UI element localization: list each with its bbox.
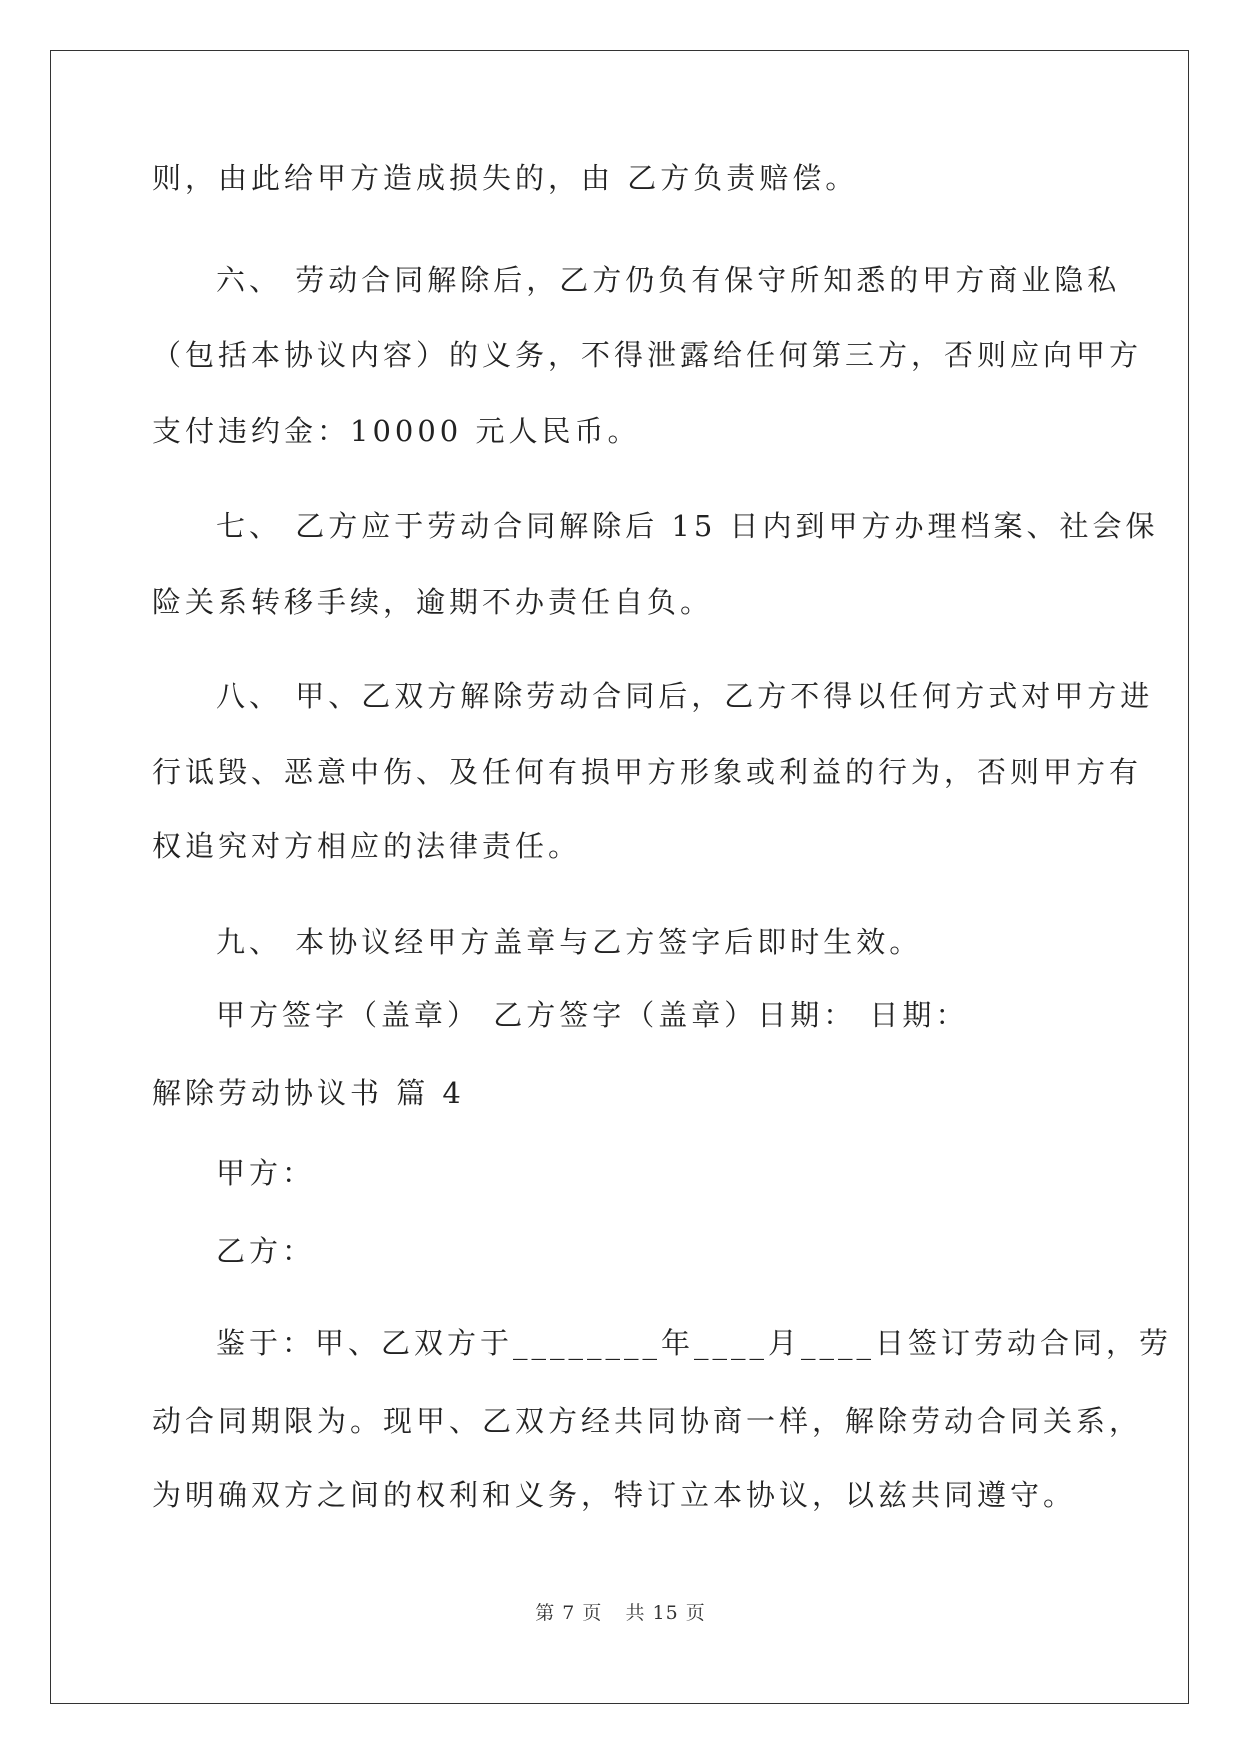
recital-line: 鉴于：甲、乙双方于________年____月____日签订劳动合同，劳 [216,1326,1173,1360]
clause-nine-line: 九、 本协议经甲方盖章与乙方签字后即时生效。 [216,925,923,959]
clause-six-line: 六、 劳动合同解除后，乙方仍负有保守所知悉的甲方商业隐私 [216,263,1121,297]
paragraph-line: 动合同期限为。现甲、乙双方经共同协商一样，解除劳动合同关系， [152,1404,1143,1438]
page-footer [0,1598,1241,1625]
paragraph-line: 行诋毁、恶意中伤、及任何有损甲方形象或利益的行为，否则甲方有 [152,755,1143,789]
section-heading: 解除劳动协议书 篇 4 [152,1076,465,1110]
paragraph-line: 险关系转移手续，逾期不办责任自负。 [152,585,714,619]
paragraph-line: 权追究对方相应的法律责任。 [152,829,582,863]
page-number: 第 7 页 [535,1602,603,1624]
paragraph-line: 支付违约金：10000 元人民币。 [152,414,641,448]
party-b-label: 乙方： [216,1234,316,1268]
paragraph-line: （包括本协议内容）的义务，不得泄露给任何第三方，否则应向甲方 [152,338,1143,372]
signature-line: 甲方签字（盖章） 乙方签字（盖章）日期： 日期： [216,998,969,1032]
clause-seven-line: 七、 乙方应于劳动合同解除后 15 日内到甲方办理档案、社会保 [216,509,1159,543]
page-total: 共 15 页 [625,1602,706,1624]
paragraph-line: 则，由此给甲方造成损失的，由 乙方负责赔偿。 [152,161,859,195]
paragraph-line: 为明确双方之间的权利和义务，特订立本协议，以兹共同遵守。 [152,1478,1077,1512]
party-a-label: 甲方： [216,1156,316,1190]
clause-eight-line: 八、 甲、乙双方解除劳动合同后，乙方不得以任何方式对甲方进 [216,679,1154,713]
